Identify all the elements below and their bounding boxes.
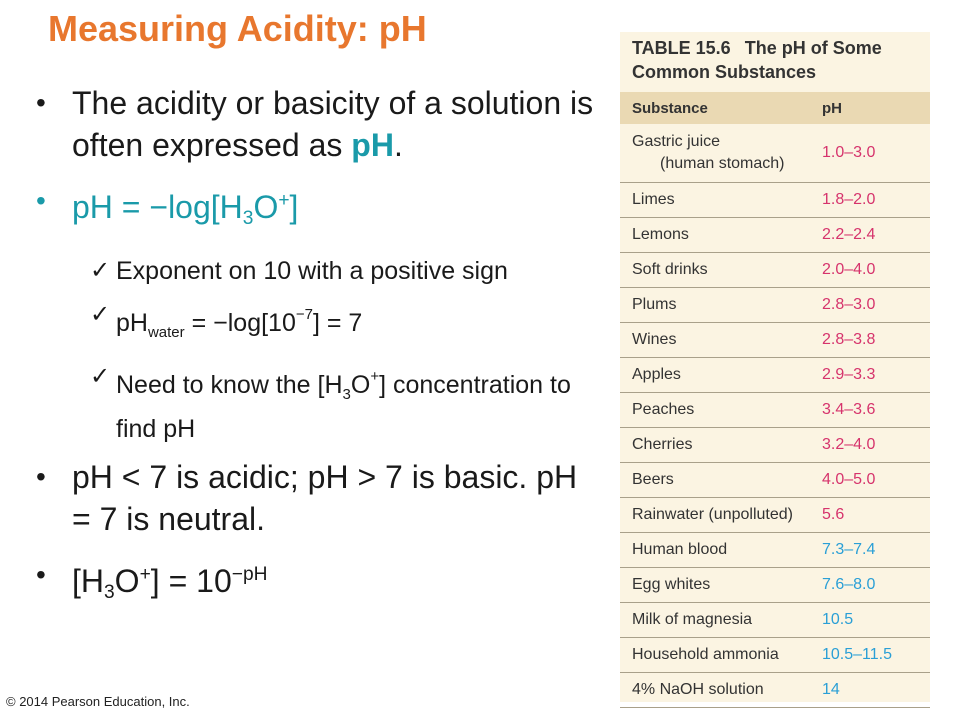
cell-substance	[620, 679, 822, 701]
substance-name: Plums	[632, 296, 677, 313]
checkmark-icon: ✓	[90, 301, 111, 328]
bullet-acidic-basic	[36, 456, 596, 540]
bullet-icon: •	[36, 461, 46, 492]
bullet-text: The acidity or basicity of a solution is often expressed as	[72, 85, 594, 163]
table-row	[620, 568, 930, 603]
subscript: 3	[342, 386, 351, 403]
table-caption	[620, 32, 930, 92]
check-text: = −log[10	[184, 309, 296, 337]
table-header	[620, 92, 930, 124]
checkmark-icon: ✓	[90, 257, 111, 284]
exponent: −pH	[231, 564, 268, 585]
ph-table	[620, 32, 930, 702]
subscript: water	[147, 324, 185, 341]
table-row	[620, 323, 930, 358]
substance-name: Rainwater (unpolluted)	[632, 506, 793, 523]
cell-ph: 2.8–3.0	[822, 296, 876, 313]
cell-ph: 3.4–3.6	[822, 401, 876, 418]
cell-substance	[620, 131, 822, 175]
cell-substance	[620, 539, 822, 561]
bullet-text: pH < 7 is acidic; pH > 7 is basic. pH = 7 is neutral.	[72, 459, 578, 537]
cell-substance	[620, 609, 822, 631]
cell-substance	[620, 189, 822, 211]
table-number: TABLE 15.6	[632, 38, 731, 58]
table-row	[620, 358, 930, 393]
slide-title: Measuring Acidity: pH	[48, 8, 427, 49]
bullet-concentration-formula	[36, 554, 596, 614]
cell-substance	[620, 259, 822, 281]
substance-name: Cherries	[632, 436, 693, 453]
formula-text: O	[253, 189, 279, 225]
table-row	[620, 218, 930, 253]
superscript: +	[278, 190, 290, 211]
substance-name: Lemons	[632, 226, 689, 243]
table-row	[620, 393, 930, 428]
cell-substance	[620, 434, 822, 456]
table-row	[620, 498, 930, 533]
substance-name: 4% NaOH solution	[632, 681, 764, 698]
cell-ph: 3.2–4.0	[822, 436, 876, 453]
substance-name: Peaches	[632, 401, 695, 418]
table-row	[620, 533, 930, 568]
check-text: ] = 7	[312, 309, 363, 337]
substance-name: Egg whites	[632, 576, 711, 593]
substance-name: Milk of magnesia	[632, 611, 753, 628]
superscript: +	[370, 368, 380, 385]
substance-name: Limes	[632, 191, 675, 208]
check-item-exponent	[90, 254, 596, 288]
table-row	[620, 183, 930, 218]
check-text: Need to know the [H	[116, 371, 343, 399]
bullet-ph-definition	[36, 82, 596, 166]
substance-name: Beers	[632, 471, 674, 488]
check-text: pH	[116, 309, 148, 337]
cell-substance	[620, 224, 822, 246]
cell-ph: 2.9–3.3	[822, 366, 876, 383]
cell-ph: 1.0–3.0	[822, 144, 876, 161]
cell-ph: 10.5–11.5	[822, 646, 892, 663]
table-row	[620, 463, 930, 498]
substance-name: Gastric juice	[632, 133, 721, 150]
cell-ph: 5.6	[822, 506, 845, 523]
cell-substance	[620, 574, 822, 596]
substance-name: Apples	[632, 366, 681, 383]
cell-substance	[620, 329, 822, 351]
table-caption-text: The pH of Some Common Substances	[632, 38, 882, 82]
formula-text: [H	[72, 563, 104, 599]
cell-ph: 10.5	[822, 611, 854, 628]
substance-name: Household ammonia	[632, 646, 779, 663]
table-row	[620, 603, 930, 638]
checkmark-icon: ✓	[90, 363, 111, 390]
copyright: © 2014 Pearson Education, Inc.	[6, 694, 190, 709]
bullet-icon: •	[36, 559, 46, 590]
check-text: O	[350, 371, 371, 399]
superscript: +	[139, 564, 151, 585]
cell-ph: 2.8–3.8	[822, 331, 876, 348]
substance-name: Wines	[632, 331, 677, 348]
cell-substance	[620, 399, 822, 421]
bullet-icon: •	[36, 185, 46, 216]
superscript: −7	[295, 306, 313, 323]
check-item-ph-water	[90, 298, 596, 350]
header-substance: Substance	[632, 99, 708, 117]
table-row	[620, 673, 930, 708]
cell-substance	[620, 469, 822, 491]
cell-substance	[620, 644, 822, 666]
cell-ph: 7.3–7.4	[822, 541, 876, 558]
check-item-concentration	[90, 360, 596, 446]
formula-text: ] = 10	[150, 563, 232, 599]
cell-ph: 4.0–5.0	[822, 471, 876, 488]
bullet-ph-formula	[36, 180, 596, 240]
substance-name: Human blood	[632, 541, 728, 558]
cell-ph: 14	[822, 681, 840, 698]
check-text: Exponent on 10 with a positive sign	[116, 257, 508, 285]
cell-substance	[620, 364, 822, 386]
table-row	[620, 253, 930, 288]
subscript: 3	[104, 582, 115, 603]
ph-highlight: pH	[351, 127, 394, 163]
bullet-list	[36, 82, 596, 628]
table-row	[620, 638, 930, 673]
table-row	[620, 288, 930, 323]
table-row	[620, 428, 930, 463]
cell-ph: 7.6–8.0	[822, 576, 876, 593]
cell-ph: 2.2–2.4	[822, 226, 876, 243]
cell-substance	[620, 294, 822, 316]
substance-name-detail: (human stomach)	[660, 155, 785, 172]
substance-name: Soft drinks	[632, 261, 708, 278]
formula-text: ]	[289, 189, 299, 225]
table-row	[620, 124, 930, 183]
cell-substance	[620, 504, 822, 526]
bullet-icon: •	[36, 87, 46, 118]
bullet-text-end: .	[393, 127, 403, 163]
formula-text: O	[114, 563, 140, 599]
formula-text: pH = −log[H	[72, 189, 243, 225]
check-text: ] concentration to find pH	[116, 371, 571, 443]
cell-ph: 2.0–4.0	[822, 261, 876, 278]
subscript: 3	[242, 208, 254, 229]
cell-ph: 1.8–2.0	[822, 191, 876, 208]
header-ph: pH	[822, 99, 842, 117]
table-body	[620, 124, 930, 708]
